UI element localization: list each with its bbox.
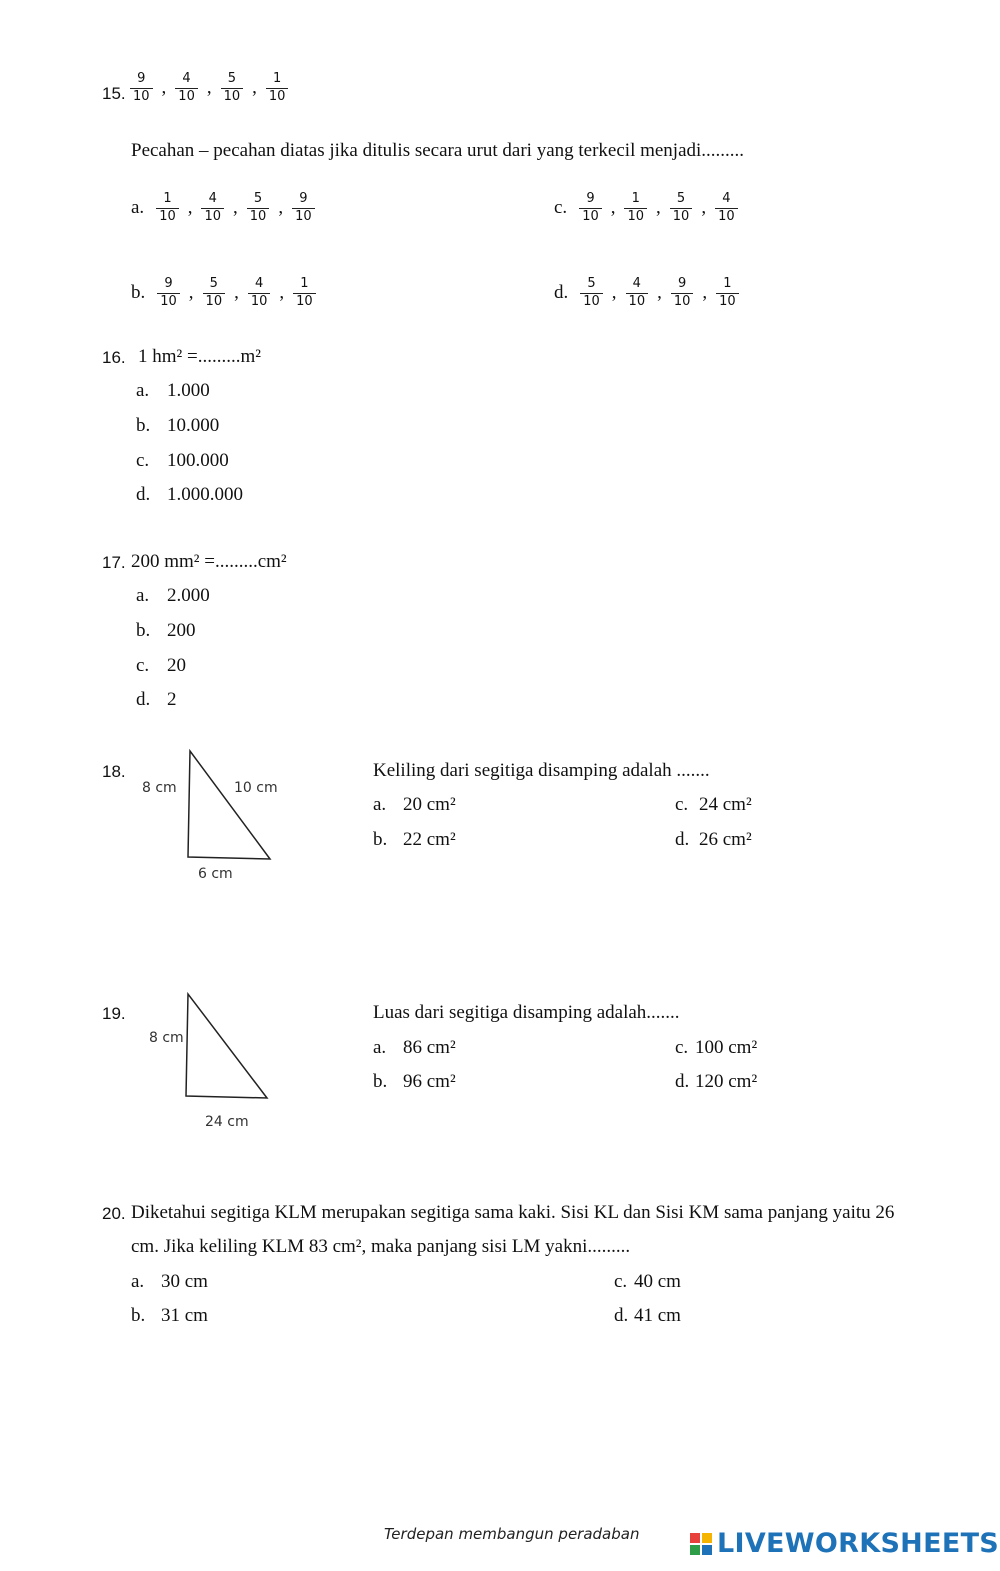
option-label: d. (136, 689, 151, 710)
option-text: 40 cm (634, 1271, 681, 1292)
numerator: 1 (163, 191, 172, 206)
separator: , (702, 282, 708, 304)
q17-question: 200 mm² =.........cm² (131, 551, 287, 572)
fraction (715, 192, 738, 225)
q15-option-d[interactable] (554, 277, 739, 310)
option-label: d. (675, 829, 690, 850)
separator: , (187, 197, 193, 219)
q20-number: 20. (102, 1204, 126, 1223)
option-label: b. (136, 620, 151, 641)
q18-option-d[interactable] (675, 829, 752, 851)
side-label-left: 8 cm (149, 1030, 184, 1046)
numerator: 1 (723, 276, 732, 291)
q17-option-c[interactable] (136, 655, 186, 677)
option-text: 100.000 (167, 450, 229, 471)
numerator: 9 (586, 191, 595, 206)
numerator: 4 (632, 276, 641, 291)
q20-option-c[interactable] (614, 1271, 681, 1293)
fraction (203, 277, 226, 310)
option-label: c. (554, 197, 568, 219)
q17-option-d[interactable] (136, 689, 177, 711)
numerator: 1 (300, 276, 309, 291)
separator: , (656, 197, 661, 219)
q15-fraction (130, 72, 153, 105)
q15-option-b[interactable] (131, 277, 316, 310)
q16-number: 16. (102, 348, 126, 367)
denominator: 10 (247, 208, 270, 225)
option-text: 200 (167, 620, 196, 641)
option-text: 1.000 (167, 380, 210, 401)
numerator: 5 (253, 191, 263, 206)
q19-number: 19. (102, 1004, 126, 1023)
fraction (580, 277, 603, 310)
q15-fraction (266, 72, 289, 105)
q19-question: Luas dari segitiga disamping adalah....... (373, 1002, 680, 1023)
liveworksheets-logo-icon (690, 1533, 712, 1555)
option-text: 22 cm² (403, 829, 456, 850)
option-text: 20 (167, 655, 186, 676)
fraction (157, 277, 180, 310)
separator: , (234, 282, 239, 304)
fraction (293, 277, 316, 310)
q20-option-b[interactable] (131, 1305, 208, 1327)
numerator: 1 (273, 71, 282, 86)
right-triangle-shape (188, 751, 270, 859)
option-label: d. (675, 1071, 690, 1092)
numerator: 9 (299, 191, 308, 206)
q18-question: Keliling dari segitiga disamping adalah ....... (373, 760, 710, 781)
q18-option-a[interactable] (373, 794, 456, 816)
separator: , (701, 197, 707, 219)
q18-option-b[interactable] (373, 829, 456, 851)
numerator: 9 (677, 276, 687, 291)
logo-square-yellow (702, 1533, 712, 1543)
q16-option-d[interactable] (136, 484, 243, 506)
separator: , (611, 282, 617, 304)
numerator: 5 (227, 71, 236, 86)
side-label-bottom: 24 cm (205, 1114, 249, 1130)
fraction (579, 192, 602, 225)
option-text: 41 cm (634, 1305, 681, 1326)
fraction (247, 192, 270, 225)
numerator: 4 (182, 71, 191, 86)
option-label: b. (136, 415, 151, 436)
denominator: 10 (626, 293, 649, 310)
numerator: 4 (722, 191, 731, 206)
fraction (671, 277, 694, 310)
fraction (292, 192, 315, 225)
q20-option-d[interactable] (614, 1305, 681, 1327)
q20-question-line2: cm. Jika keliling KLM 83 cm², maka panjang sisi LM yakni......... (131, 1236, 631, 1257)
option-text: 120 cm² (695, 1071, 758, 1092)
denominator: 10 (670, 208, 693, 225)
brand-name: LIVEWORKSHEETS (717, 1528, 1000, 1559)
q16-option-a[interactable] (136, 380, 210, 402)
numerator: 1 (631, 191, 640, 206)
numerator: 9 (164, 276, 173, 291)
denominator: 10 (266, 88, 289, 105)
denominator: 10 (580, 293, 603, 310)
separator: , (206, 77, 212, 99)
separator: , (278, 197, 284, 219)
logo-square-red (690, 1533, 700, 1543)
option-text: 100 cm² (695, 1037, 758, 1058)
q18-option-c[interactable] (675, 794, 752, 816)
option-label: c. (614, 1271, 628, 1292)
fraction (248, 277, 271, 310)
separator: , (610, 197, 616, 219)
q18-number: 18. (102, 762, 126, 781)
fraction (624, 192, 647, 225)
denominator: 10 (624, 208, 647, 225)
logo-square-blue (702, 1545, 712, 1555)
numerator: 4 (254, 276, 264, 291)
separator: , (279, 282, 285, 304)
numerator: 5 (209, 276, 218, 291)
option-label: b. (373, 1071, 388, 1092)
separator: , (657, 282, 662, 304)
q16-option-b[interactable] (136, 415, 220, 437)
option-label: a. (373, 1037, 387, 1058)
denominator: 10 (671, 293, 694, 310)
option-label: c. (136, 655, 150, 676)
q19-option-d[interactable] (675, 1071, 758, 1093)
numerator: 5 (676, 191, 686, 206)
q15-option-a[interactable] (131, 192, 315, 225)
q19-triangle-figure (145, 988, 305, 1138)
fraction (156, 192, 179, 225)
option-label: a. (136, 380, 150, 401)
q16-option-c[interactable] (136, 450, 229, 472)
q16-question: 1 hm² =.........m² (138, 346, 261, 367)
option-label: a. (131, 197, 145, 219)
footer-tagline: Terdepan membangun peradaban (384, 1525, 640, 1543)
q17-option-a[interactable] (136, 585, 210, 607)
denominator: 10 (715, 208, 738, 225)
q19-option-c[interactable] (675, 1037, 758, 1059)
fraction (201, 192, 224, 225)
right-triangle-shape (186, 994, 267, 1098)
q15-fraction-list (130, 72, 288, 105)
q20-question-line1: Diketahui segitiga KLM merupakan segitiga sama kaki. Sisi KL dan Sisi KM sama panjang yaitu 26 (131, 1202, 895, 1223)
q19-option-a[interactable] (373, 1037, 456, 1059)
denominator: 10 (157, 293, 180, 310)
option-label: b. (373, 829, 388, 850)
option-text: 20 cm² (403, 794, 456, 815)
liveworksheets-logo[interactable] (690, 1528, 999, 1559)
fraction (626, 277, 649, 310)
q18-triangle-figure (138, 745, 308, 905)
option-label: c. (675, 1037, 689, 1058)
option-label: a. (373, 794, 387, 815)
option-text: 10.000 (167, 415, 220, 436)
separator: , (161, 77, 167, 99)
option-text: 86 cm² (403, 1037, 456, 1058)
option-text: 2.000 (167, 585, 210, 606)
q20-option-a[interactable] (131, 1271, 208, 1293)
q19-option-b[interactable] (373, 1071, 456, 1093)
q15-number: 15. (102, 84, 126, 103)
denominator: 10 (293, 293, 316, 310)
option-label: b. (131, 1305, 146, 1326)
numerator: 4 (208, 191, 217, 206)
fraction (670, 192, 693, 225)
q15-fraction (175, 72, 198, 105)
numerator: 5 (587, 276, 596, 291)
denominator: 10 (203, 293, 226, 310)
separator: , (188, 282, 194, 304)
option-label: d. (554, 282, 569, 304)
option-text: 96 cm² (403, 1071, 456, 1092)
option-label: a. (136, 585, 150, 606)
option-label: c. (136, 450, 150, 471)
option-label: d. (614, 1305, 629, 1326)
denominator: 10 (716, 293, 739, 310)
denominator: 10 (579, 208, 602, 225)
option-label: a. (131, 1271, 145, 1292)
denominator: 10 (221, 88, 244, 105)
q15-question: Pecahan – pecahan diatas jika ditulis secara urut dari yang terkecil menjadi......... (131, 140, 745, 161)
fraction (716, 277, 739, 310)
q17-number: 17. (102, 553, 126, 572)
q15-option-c[interactable] (554, 192, 738, 225)
numerator: 9 (137, 71, 146, 86)
option-text: 2 (167, 689, 177, 710)
denominator: 10 (292, 208, 315, 225)
option-label: c. (675, 794, 689, 815)
option-text: 1.000.000 (167, 484, 243, 505)
option-label: b. (131, 282, 146, 304)
logo-square-green (690, 1545, 700, 1555)
denominator: 10 (175, 88, 198, 105)
denominator: 10 (130, 88, 153, 105)
separator: , (233, 197, 238, 219)
denominator: 10 (248, 293, 271, 310)
side-label-bottom: 6 cm (198, 866, 233, 882)
option-text: 26 cm² (699, 829, 752, 850)
q15-fraction (221, 72, 244, 105)
side-label-left: 8 cm (142, 780, 177, 796)
option-text: 24 cm² (699, 794, 752, 815)
q17-option-b[interactable] (136, 620, 196, 642)
separator: , (252, 77, 257, 99)
option-text: 30 cm (161, 1271, 208, 1292)
denominator: 10 (201, 208, 224, 225)
option-label: d. (136, 484, 151, 505)
option-text: 31 cm (161, 1305, 208, 1326)
denominator: 10 (156, 208, 179, 225)
side-label-hypotenuse: 10 cm (234, 780, 278, 796)
